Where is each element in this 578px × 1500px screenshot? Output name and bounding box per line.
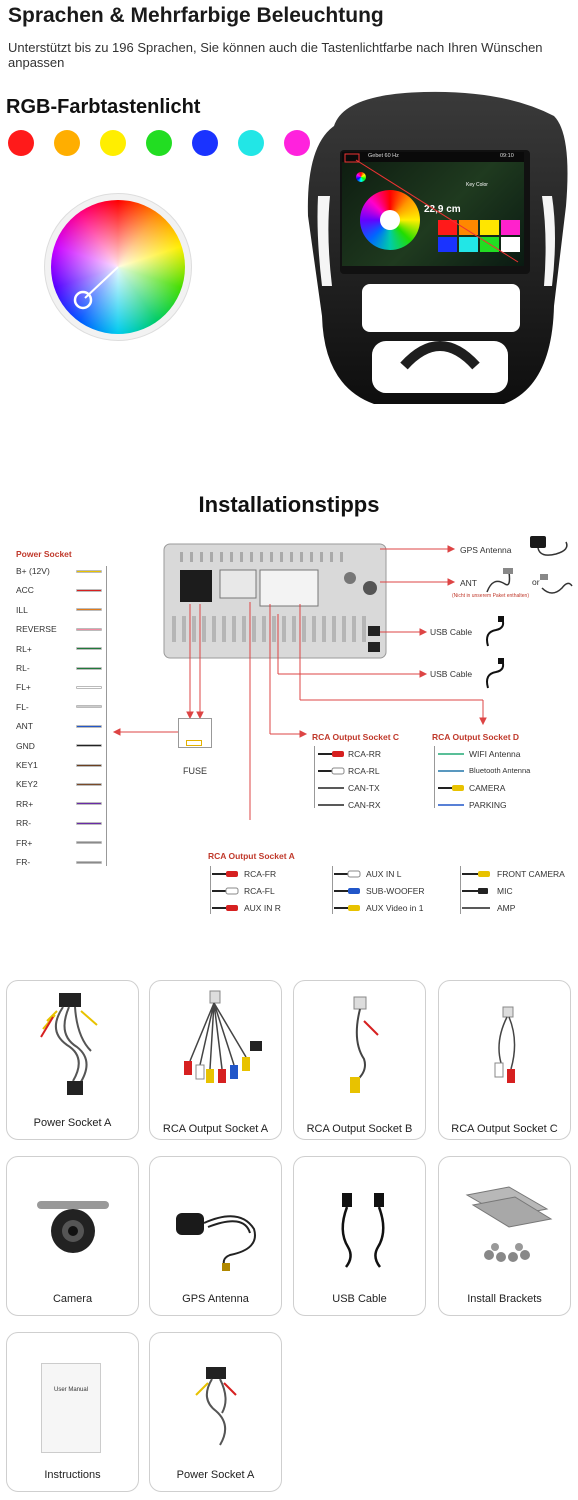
accessory-label: GPS Antenna xyxy=(182,1293,249,1305)
wire-label: FL+ xyxy=(16,682,31,693)
usb-cables-icon xyxy=(294,1157,427,1277)
rca-c-title: RCA Output Socket C xyxy=(312,732,400,742)
rca-a-item: AUX IN L xyxy=(366,869,402,879)
power-socket-title: Power Socket xyxy=(16,549,72,559)
screen-time: 09:10 xyxy=(500,153,514,159)
rca-plug-red-icon xyxy=(332,751,344,757)
rca-a-item: AUX Video in 1 xyxy=(366,903,424,913)
rca-socket-a-icon xyxy=(150,981,283,1101)
ant-note: (Nicht in unserem Paket enthalten) xyxy=(452,593,529,599)
wire-label: KEY2 xyxy=(16,779,38,790)
accessory-label: Install Brackets xyxy=(467,1293,542,1305)
rca-a-item: SUB-WOOFER xyxy=(366,886,425,896)
rca-c-item: RCA-RL xyxy=(348,766,380,776)
rca-a-item: AMP xyxy=(497,903,516,913)
rca-d-title: RCA Output Socket D xyxy=(432,732,520,742)
accessory-card xyxy=(6,980,139,1140)
color-dot-red xyxy=(8,130,34,156)
rca-a-item: MIC xyxy=(497,886,513,896)
head-unit-screen xyxy=(342,152,524,266)
rca-c-item: CAN-RX xyxy=(348,800,381,810)
accessory-card xyxy=(438,1156,571,1316)
gps-antenna-icon xyxy=(526,532,574,560)
accessory-card xyxy=(293,1156,426,1316)
rca-c-bracket xyxy=(314,746,315,808)
rca-a-bracket-3 xyxy=(460,866,461,914)
accessory-card xyxy=(293,980,426,1140)
power-socket-harness-icon xyxy=(7,981,140,1101)
color-picker-handle-icon xyxy=(75,292,91,308)
accessory-label: Camera xyxy=(52,1293,93,1305)
page-title: Sprachen & Mehrfarbige Beleuchtung xyxy=(8,4,384,27)
accessory-label: USB Cable xyxy=(332,1293,387,1305)
screen-size-label: 22,9 cm xyxy=(424,204,461,215)
or-label: or xyxy=(532,577,540,587)
key-color-label: Key Color xyxy=(466,182,488,188)
usb-cable-icon-2 xyxy=(482,658,508,692)
rca-d-item: Bluetooth Antenna xyxy=(469,766,531,775)
wire-label: B+ (12V) xyxy=(16,566,50,576)
color-wheel-pointer xyxy=(51,200,185,334)
rca-a-item: FRONT CAMERA xyxy=(497,869,565,879)
color-dot-green xyxy=(146,130,172,156)
rca-d-plugs xyxy=(438,748,468,810)
wire-row xyxy=(16,837,126,849)
ant-label: ANT xyxy=(460,578,477,588)
rca-c-plugs xyxy=(318,748,348,810)
rca-c-item: RCA-RR xyxy=(348,749,382,759)
page-subtitle: Unterstützt bis zu 196 Sprachen, Sie können auch die Tastenlichtfarbe nach Ihren Wünschen anpassen xyxy=(8,40,543,70)
install-brackets-icon xyxy=(439,1157,572,1277)
rca-a-title: RCA Output Socket A xyxy=(208,851,295,861)
gps-antenna-accessory-icon xyxy=(150,1157,283,1277)
accessory-label: Power Socket A xyxy=(176,1469,255,1481)
wire-label: GND xyxy=(16,740,35,751)
wire-color-swatch xyxy=(76,841,102,844)
wire-label: ANT xyxy=(16,721,33,732)
rca-a-item: RCA-FR xyxy=(244,869,277,879)
rca-d-bracket xyxy=(434,746,435,808)
rgb-title: RGB-Farbtastenlicht xyxy=(6,96,201,118)
color-dot-blue xyxy=(192,130,218,156)
antenna-adapter-icon xyxy=(538,568,576,600)
screen-highlight-arrow xyxy=(342,152,524,266)
accessory-label: RCA Output Socket A xyxy=(162,1123,269,1135)
accessory-card xyxy=(149,1156,282,1316)
accessory-card xyxy=(6,1332,139,1492)
wire-label: ACC xyxy=(16,585,34,596)
camera-icon xyxy=(7,1157,140,1277)
color-dot-cyan xyxy=(238,130,264,156)
fuse-label: FUSE xyxy=(183,766,208,776)
antenna-plug-icon xyxy=(483,566,515,596)
screen-status-text: Gebet 60 Hz xyxy=(368,153,399,159)
wire-label: RR- xyxy=(16,818,32,829)
user-manual-icon xyxy=(41,1363,101,1453)
wire-label: RR+ xyxy=(16,798,34,809)
rca-d-item: WIFI Antenna xyxy=(469,749,521,759)
wire-label: RL+ xyxy=(16,643,32,654)
wire-row xyxy=(16,856,126,868)
accessory-card xyxy=(149,1332,282,1492)
wire-color-swatch xyxy=(76,822,102,825)
accessory-label: Instructions xyxy=(44,1469,101,1481)
rca-c-item: CAN-TX xyxy=(348,783,380,793)
power-socket-harness-icon xyxy=(150,1333,283,1453)
rca-a-bracket-1 xyxy=(210,866,211,914)
accessory-label: Power Socket A xyxy=(33,1117,112,1129)
accessory-card xyxy=(6,1156,139,1316)
rca-plug-white-icon xyxy=(332,768,344,774)
rca-socket-c-icon xyxy=(439,981,572,1101)
wire-label: ILL xyxy=(16,604,28,615)
rca-plug-yellow-icon xyxy=(452,785,464,791)
rca-a-plugs-3 xyxy=(462,868,494,914)
wire-label: KEY1 xyxy=(16,760,38,770)
gps-antenna-label: GPS Antenna xyxy=(460,545,512,555)
wire-label: FR+ xyxy=(16,837,33,848)
wire-label: FL- xyxy=(16,701,29,712)
usb-cable-icon-1 xyxy=(482,616,508,650)
accessory-card xyxy=(438,980,571,1140)
accessory-label: RCA Output Socket C xyxy=(451,1123,558,1135)
accessory-card xyxy=(149,980,282,1140)
rca-d-item: CAMERA xyxy=(469,783,506,793)
wire-label: FR- xyxy=(16,857,31,867)
accessory-label: RCA Output Socket B xyxy=(306,1123,413,1135)
rca-a-item: RCA-FL xyxy=(244,886,275,896)
fuse-icon xyxy=(186,740,202,746)
rca-a-plugs-1 xyxy=(212,868,242,914)
color-dot-yellow xyxy=(100,130,126,156)
color-dot-orange xyxy=(54,130,80,156)
rca-a-bracket-2 xyxy=(332,866,333,914)
usb-cable-label-2: USB Cable xyxy=(430,669,473,679)
user-manual-title: User Manual xyxy=(53,1387,88,1393)
rca-a-item: AUX IN R xyxy=(244,903,281,913)
wire-color-swatch xyxy=(76,861,102,864)
rca-socket-b-icon xyxy=(294,981,427,1101)
usb-cable-label-1: USB Cable xyxy=(430,627,473,637)
wire-label: RL- xyxy=(16,663,30,673)
wire-label: REVERSE xyxy=(16,624,57,635)
rca-a-plugs-2 xyxy=(334,868,364,914)
rca-d-item: PARKING xyxy=(469,800,507,810)
install-title: Installationstipps xyxy=(198,492,380,517)
